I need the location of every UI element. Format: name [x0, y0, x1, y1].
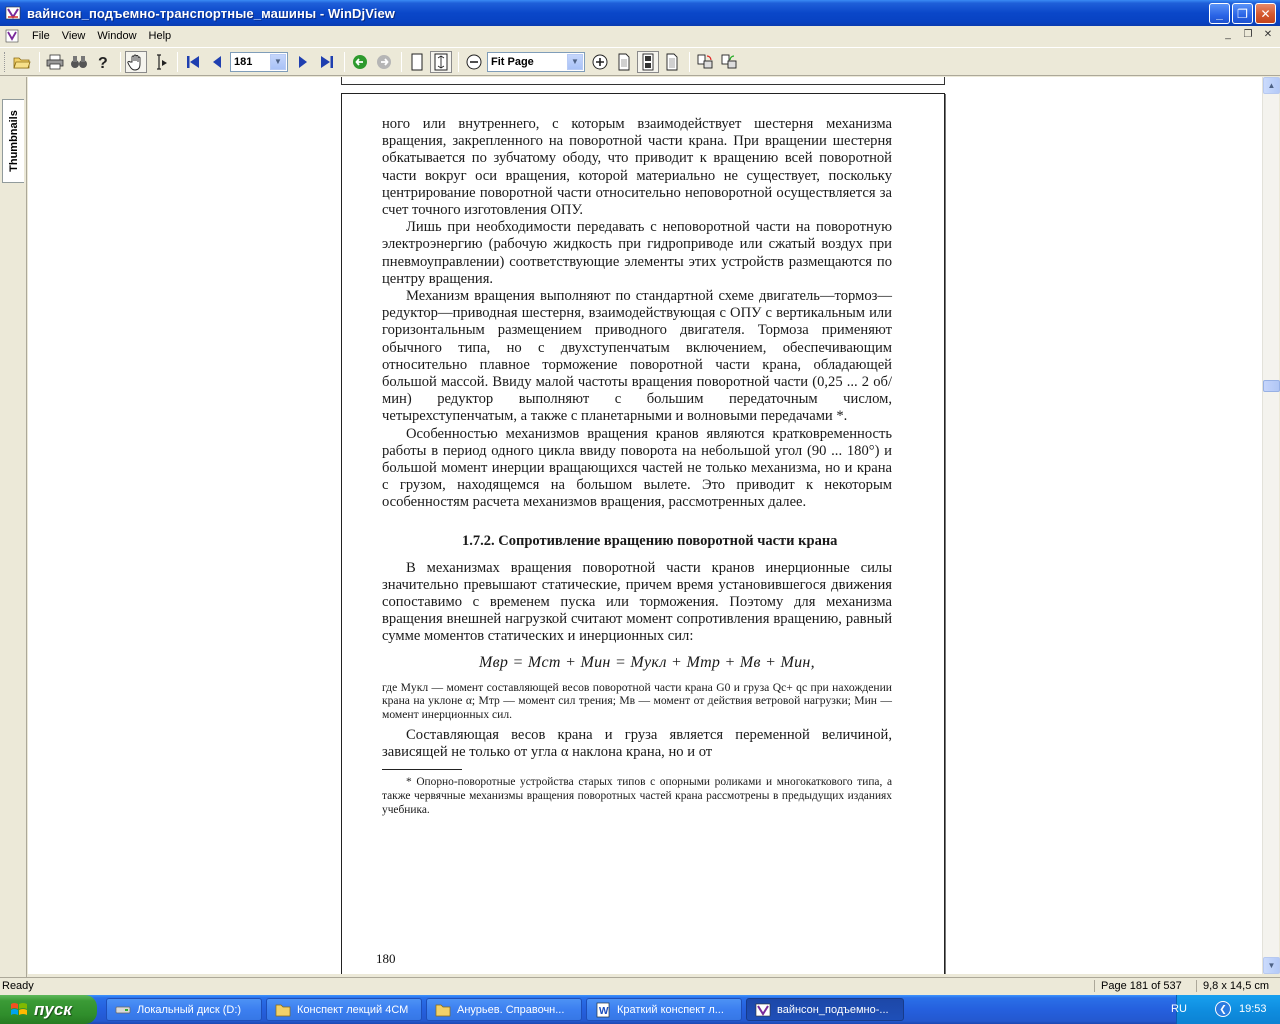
hand-icon: [127, 53, 145, 71]
fit-page-button[interactable]: [430, 51, 452, 73]
document-icon[interactable]: [4, 28, 20, 44]
mdi-minimize-button[interactable]: _: [1225, 29, 1231, 40]
forward-arrow-icon: [376, 54, 392, 70]
rotate-right-icon: [720, 53, 738, 71]
system-tray: [1171, 995, 1280, 1024]
task-lecture-notes[interactable]: [266, 998, 422, 1021]
chevron-up-icon: ▲: [1267, 81, 1276, 90]
taskbar: [0, 995, 1280, 1024]
clock[interactable]: 19:53: [1239, 1003, 1267, 1015]
zoom-in-icon: [592, 54, 608, 70]
hand-tool-button[interactable]: [125, 51, 147, 73]
zoom-value[interactable]: Fit Page: [491, 55, 534, 68]
tab-thumbnails[interactable]: [2, 99, 24, 183]
last-page-icon: [319, 54, 335, 70]
toolbar-separator: [344, 52, 345, 72]
mdi-close-button[interactable]: ✕: [1263, 29, 1273, 40]
task-label: вайнсон_подъемно-...: [777, 1003, 889, 1016]
printer-icon: [46, 54, 64, 70]
page-number-combo[interactable]: [230, 52, 288, 72]
zoom-out-icon: [466, 54, 482, 70]
zoom-in-button[interactable]: [589, 51, 611, 73]
section-heading: 1.7.2. Сопротивление вращению поворотной части крана: [462, 532, 838, 549]
next-page-icon: [295, 54, 311, 70]
menu-view[interactable]: View: [61, 30, 86, 42]
text-cursor-icon: [151, 53, 169, 71]
toolbar-separator: [39, 52, 40, 72]
page-number-value[interactable]: 181: [234, 55, 253, 68]
page-outline-icon: [409, 53, 425, 71]
document-page: [341, 93, 945, 974]
svg-text:?: ?: [98, 54, 108, 71]
continuous-pages-icon: [641, 53, 655, 71]
chevron-down-icon[interactable]: ▼: [270, 54, 286, 70]
last-page-button[interactable]: [316, 51, 338, 73]
scroll-thumb[interactable]: [1263, 380, 1280, 392]
minimize-icon: _: [1216, 6, 1223, 21]
windjview-app-icon: [755, 1002, 771, 1018]
status-bar: [0, 977, 1280, 995]
status-size-info: 9,8 x 14,5 cm: [1196, 980, 1280, 992]
help-question-icon: [96, 53, 110, 71]
chevron-down-icon[interactable]: ▼: [567, 54, 583, 70]
zoom-out-button[interactable]: [463, 51, 485, 73]
continuous-page-button[interactable]: [637, 51, 659, 73]
forward-button[interactable]: [373, 51, 395, 73]
zoom-combo[interactable]: [487, 52, 585, 72]
previous-page-icon: [209, 54, 225, 70]
first-page-button[interactable]: [182, 51, 204, 73]
facing-pages-button[interactable]: [661, 51, 683, 73]
facing-pages-icon: [665, 53, 679, 71]
fit-page-icon: [433, 53, 449, 71]
start-label: пуск: [34, 999, 72, 1019]
window-title: вайнсон_подъемно-транспортные_машины - WinDjView: [27, 5, 395, 21]
sidebar: [0, 77, 27, 977]
tab-thumbnails-label: Thumbnails: [7, 110, 20, 172]
drive-icon: [115, 1002, 131, 1018]
svg-text:W: W: [599, 1005, 609, 1017]
toolbar-separator: [401, 52, 402, 72]
scroll-down-button[interactable]: [1263, 957, 1280, 974]
paragraph: Особенностью механизмов вращения кранов являются кратковременность работы в период одного цикла ввиду поворота на небольшой угол (90 ... 180°) и большой момент инерции вращающихся частей не только механизма, но и крана с грузом, находящемся на большом вылете. Это приводит к некоторым особенностям расчета механизмов вращения, рассмотренных далее.: [382, 425, 892, 511]
task-label: Конспект лекций 4СМ: [297, 1003, 409, 1016]
previous-page-edge: [341, 77, 945, 85]
menu-help[interactable]: Help: [148, 30, 172, 42]
document-view[interactable]: [28, 77, 1262, 974]
fit-width-button[interactable]: [406, 51, 428, 73]
toolbar-separator: [689, 52, 690, 72]
binoculars-icon: [70, 54, 88, 70]
open-button[interactable]: [11, 51, 33, 73]
vertical-scrollbar[interactable]: [1262, 77, 1279, 974]
formula: Mвр = Mст + Mин = Mукл + Mтр + Mв + Mин,: [479, 653, 815, 671]
task-local-disk[interactable]: [106, 998, 262, 1021]
paragraph: Составляющая весов крана и груза является переменной величиной, зависящей не только от угла α наклона крана, но и от: [382, 726, 892, 761]
footnote-rule: [382, 769, 462, 770]
rotate-right-button[interactable]: [718, 51, 740, 73]
page-number: 180: [376, 951, 396, 966]
single-page-button[interactable]: [613, 51, 635, 73]
toolbar-separator: [458, 52, 459, 72]
find-button[interactable]: [68, 51, 90, 73]
title-bar[interactable]: [0, 0, 1280, 26]
task-label: Краткий конспект л...: [617, 1003, 724, 1016]
chevron-down-icon: ▼: [1267, 961, 1276, 970]
close-icon: ✕: [1260, 6, 1271, 21]
rotate-left-icon: [696, 53, 714, 71]
print-button[interactable]: [44, 51, 66, 73]
back-arrow-icon: [352, 54, 368, 70]
previous-page-button[interactable]: [206, 51, 228, 73]
rotate-left-button[interactable]: [694, 51, 716, 73]
task-label: Анурьев. Справочн...: [457, 1003, 565, 1016]
paragraph: В механизмах вращения поворотной части кранов инерционные силы значительно превышают статические, причем время установившегося движения сопоставимо с временем пуска или торможения. Поэтому для механизма вращения внешней нагрузкой считают момент сопротивления вращению, равный сумме моментов статических и инерционных сил:: [382, 559, 892, 645]
scroll-up-button[interactable]: [1263, 77, 1280, 94]
status-ready: Ready: [2, 980, 34, 992]
start-button[interactable]: [0, 995, 97, 1024]
mdi-restore-button[interactable]: ❐: [1243, 29, 1253, 40]
open-folder-icon: [13, 54, 31, 70]
tray-expand-button[interactable]: [1215, 1001, 1231, 1017]
next-page-button[interactable]: [292, 51, 314, 73]
status-page-info: Page 181 of 537: [1094, 980, 1186, 992]
footnote: * Опорно-поворотные устройства старых типов с опорными роликами и многокаткового типа, а также червячные механизмы вращения поворотных частей крана рассмотрены в предыдущих изданиях учебника.: [382, 776, 892, 816]
task-label: Локальный диск (D:): [137, 1003, 242, 1016]
menu-window[interactable]: Window: [97, 30, 137, 42]
single-page-icon: [617, 53, 631, 71]
page-text: [382, 116, 892, 817]
help-button[interactable]: [92, 51, 114, 73]
chevron-left-icon: ❮: [1219, 1003, 1227, 1014]
menu-file[interactable]: File: [32, 30, 50, 42]
word-document-icon: [595, 1002, 611, 1018]
formula-note: где Mукл — момент составляющей весов поворотной части крана G0 и груза Qc+ qc при нахождении крана на уклоне α; Mтр — момент сил трения; Mв — момент от действия ветровой нагрузки; Mин — момент инерционных сил.: [382, 680, 892, 721]
task-anuriev[interactable]: [426, 998, 582, 1021]
language-indicator[interactable]: RU: [1171, 1003, 1187, 1015]
task-windjview[interactable]: [746, 998, 904, 1021]
menu-bar: [0, 26, 1280, 46]
windjview-app-icon[interactable]: [5, 5, 21, 21]
select-tool-button[interactable]: [149, 51, 171, 73]
minimize-button[interactable]: [1209, 3, 1230, 24]
toolbar: [0, 47, 1280, 76]
toolbar-grip[interactable]: [4, 52, 7, 72]
first-page-icon: [185, 54, 201, 70]
paragraph: ного или внутреннего, с которым взаимодействует шестерня механизма вращения, закрепленного на поворотной части крана. При вращении шестерня обкатывается по зубчатому ободу, что приводит к вращению всей поворотной части вокруг оси вращения, которой материально не существует, поскольку центрирование поворотной части относительно неповоротной осуществляется за счет точного изготовления ОПУ.: [382, 116, 892, 219]
close-button[interactable]: [1255, 3, 1276, 24]
folder-icon: [275, 1002, 291, 1018]
maximize-icon: ❐: [1237, 6, 1248, 21]
back-button[interactable]: [349, 51, 371, 73]
windows-logo-icon: [10, 1001, 28, 1019]
paragraph: Лишь при необходимости передавать с неповоротной части на поворотную электроэнергию (рабочую жидкость при гидроприводе или сжатый воздух при пневмоуправлении) соответствующие элементы этих устройств размещаются по центру вращения.: [382, 219, 892, 287]
maximize-button[interactable]: [1232, 3, 1253, 24]
toolbar-separator: [120, 52, 121, 72]
folder-icon: [435, 1002, 451, 1018]
paragraph: Механизм вращения выполняют по стандартной схеме двигатель—тормоз—редуктор—приводная шестерня, взаимодействующая с ОПУ с вертикальным или горизонтальным размещением приводного двигателя. Тормоза применяют обычного типа, но с двухступенчатым включением, обеспечивающим относительно плавное торможение поворотной части крана, обладающей большой массой. Ввиду малой частоты вращения поворотной части (0,25 ... 2 об/мин) редуктор выполняют с большим передаточным числом, четырехступенчатым, а также с планетарными и волновыми передачами *.: [382, 288, 892, 425]
toolbar-separator: [177, 52, 178, 72]
task-short-notes[interactable]: [586, 998, 742, 1021]
